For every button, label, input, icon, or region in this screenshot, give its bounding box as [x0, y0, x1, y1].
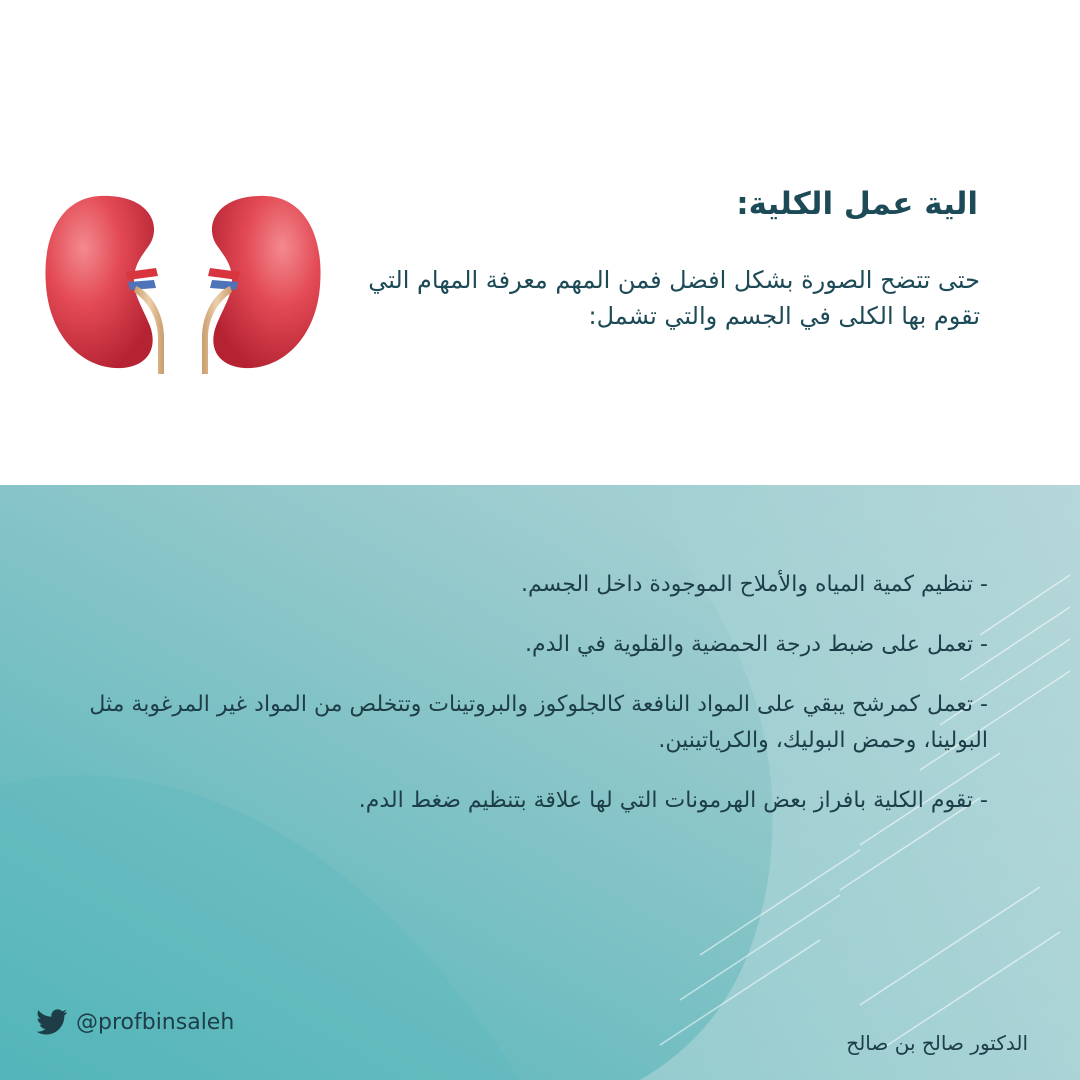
- list-item: - تقوم الكلية بافراز بعض الهرمونات التي لها علاقة بتنظيم ضغط الدم.: [358, 788, 988, 813]
- twitter-handle: @profbinsaleh: [76, 1009, 235, 1035]
- list-item: - تنظيم كمية المياه والأملاح الموجودة داخل الجسم.: [520, 572, 988, 597]
- content-section: [0, 485, 1080, 1080]
- page-title: الية عمل الكلية:: [736, 186, 978, 222]
- kidneys-icon: [38, 188, 328, 380]
- list-item: - تعمل كمرشح يبقي على المواد النافعة كالجلوكوز والبروتينات وتتخلص من المواد غير المرغوبة مثل البولينا، وحمض البوليك، والكرياتينين.: [89, 692, 988, 753]
- twitter-bird-icon: [36, 1009, 68, 1035]
- author-name: الدكتور صالح بن صالح: [846, 1031, 1028, 1055]
- list-item: - تعمل على ضبط درجة الحمضية والقلوية في الدم.: [525, 632, 988, 657]
- intro-text: حتى تتضح الصورة بشكل افضل فمن المهم معرفة المهام التي تقوم بها الكلى في الجسم والتي تشمل:: [368, 266, 980, 330]
- twitter-link[interactable]: [36, 1009, 234, 1035]
- functions-list: [68, 567, 988, 843]
- header-section: [0, 0, 1080, 485]
